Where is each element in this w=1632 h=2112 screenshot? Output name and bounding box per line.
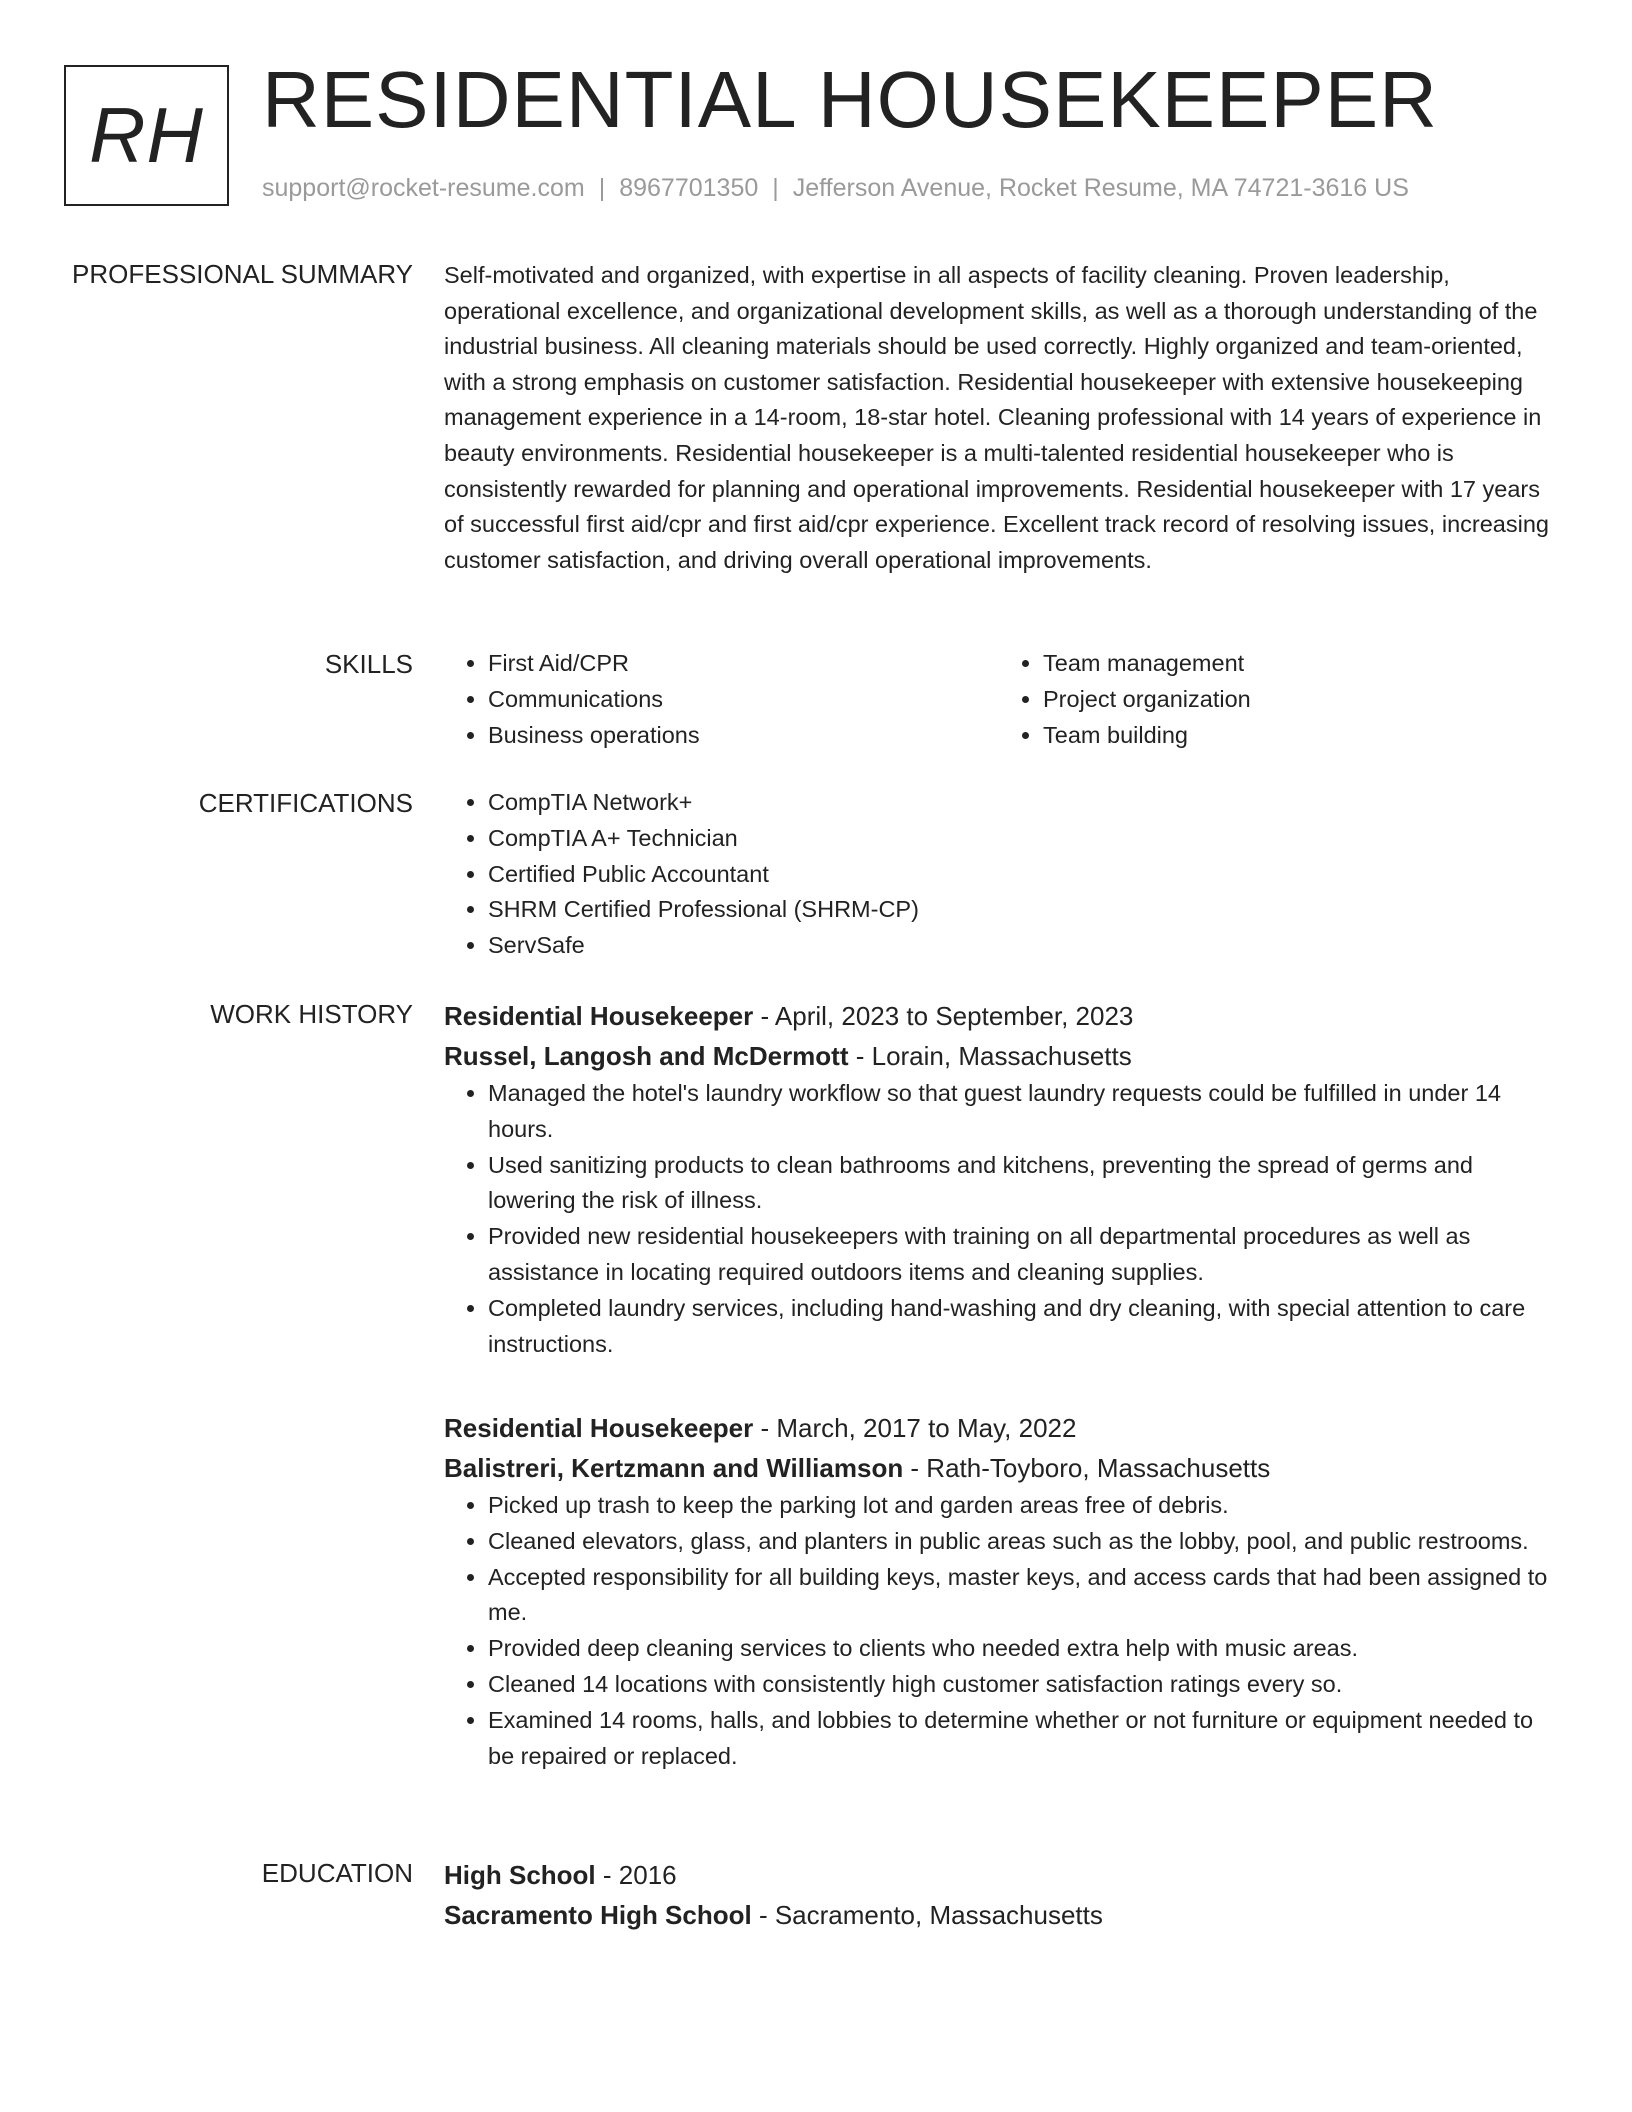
skills-list-right (999, 646, 1554, 753)
job-duty: • Used sanitizing products to clean bathrooms and kitchens, preventing the spread of germs and lowering the risk of illness. (488, 1148, 1554, 1220)
job-company-line (444, 1448, 1554, 1488)
job-title-line (444, 1408, 1554, 1448)
contact-line (262, 174, 1409, 203)
contact-separator: | (598, 174, 606, 202)
page-title: RESIDENTIAL HOUSEKEEPER (262, 55, 1438, 144)
education-location: - Sacramento, Massachusetts (751, 1900, 1103, 1930)
section-heading-work-history: WORK HISTORY (210, 999, 413, 1029)
education-school-line (444, 1895, 1554, 1935)
skills-list-left (444, 646, 999, 753)
certifications-list (444, 785, 1554, 964)
contact-email[interactable]: support@rocket-resume.com (262, 174, 585, 202)
job-location: - Rath-Toyboro, Massachusetts (903, 1453, 1271, 1483)
skill-item: • Team building (1043, 718, 1554, 754)
section-heading-summary: PROFESSIONAL SUMMARY (72, 259, 413, 289)
job-duty: • Managed the hotel's laundry workflow so that guest laundry requests could be fulfilled in under 14 hours. (488, 1076, 1554, 1148)
certification-item: • CompTIA A+ Technician (488, 821, 1554, 857)
skill-item: • Business operations (488, 718, 999, 754)
job-duty: • Picked up trash to keep the parking lot and garden areas free of debris. (488, 1488, 1554, 1524)
certification-item: • ServSafe (488, 928, 1554, 964)
summary-text: Self-motivated and organized, with expertise in all aspects of facility cleaning. Proven leadership, operational excellence, and organizational development skills, as well as a thorough understanding of the industrial business. All cleaning materials should be used correctly. Highly organized and team-oriented, with a strong emphasis on customer satisfaction. Residential housekeeper with extensive housekeeping management experience in a 14-room, 18-star hotel. Cleaning professional with 14 years of experience in beauty environments. Residential housekeeper is a multi-talented residential housekeeper who is consistently rewarded for planning and operational improvements. Residential housekeeper with 17 years of successful first aid/cpr and first aid/cpr experience. Excellent track record of resolving issues, increasing customer satisfaction, and driving overall operational improvements. (444, 262, 1549, 573)
job-location: - Lorain, Massachusetts (848, 1041, 1132, 1071)
certification-item: • SHRM Certified Professional (SHRM-CP) (488, 892, 1554, 928)
certification-item: • CompTIA Network+ (488, 785, 1554, 821)
job-duty: • Examined 14 rooms, halls, and lobbies to determine whether or not furniture or equipment needed to be repaired or replaced. (488, 1703, 1554, 1775)
job-company: Balistreri, Kertzmann and Williamson (444, 1453, 904, 1483)
job-duty: • Accepted responsibility for all building keys, master keys, and access cards that had been assigned to me. (488, 1560, 1554, 1632)
contact-phone[interactable]: 8967701350 (619, 174, 759, 202)
job-duties-list (444, 1488, 1554, 1774)
job-duty: • Provided deep cleaning services to clients who needed extra help with music areas. (488, 1631, 1554, 1667)
job-entry (444, 1408, 1554, 1774)
certification-item: • Certified Public Accountant (488, 857, 1554, 893)
skill-item: • Communications (488, 682, 999, 718)
job-duty: • Cleaned elevators, glass, and planters in public areas such as the lobby, pool, and public restrooms. (488, 1524, 1554, 1560)
section-heading-skills: SKILLS (324, 649, 413, 679)
job-duty: • Cleaned 14 locations with consistently high customer satisfaction ratings every so. (488, 1667, 1554, 1703)
education-year: - 2016 (595, 1860, 677, 1890)
skill-item: • Project organization (1043, 682, 1554, 718)
skill-item: • First Aid/CPR (488, 646, 999, 682)
job-entry (444, 996, 1554, 1362)
job-company-line (444, 1036, 1554, 1076)
contact-separator: | (772, 174, 779, 202)
section-heading-certifications: CERTIFICATIONS (198, 788, 413, 818)
job-duty: • Provided new residential housekeepers with training on all departmental procedures as well as assistance in locating required outdoors items and cleaning supplies. (488, 1219, 1554, 1291)
job-company: Russel, Langosh and McDermott (444, 1041, 849, 1071)
monogram-logo: RH (64, 65, 229, 206)
section-heading-education: EDUCATION (261, 1858, 413, 1888)
job-title: Residential Housekeeper (444, 1413, 754, 1443)
job-dates: - April, 2023 to September, 2023 (753, 1001, 1134, 1031)
skill-item: • Team management (1043, 646, 1554, 682)
education-school: Sacramento High School (444, 1900, 752, 1930)
job-title-line (444, 996, 1554, 1036)
education-degree: High School (444, 1860, 596, 1890)
contact-address: Jefferson Avenue, Rocket Resume, MA 74721-3616 US (792, 174, 1409, 202)
job-duties-list (444, 1076, 1554, 1362)
job-title: Residential Housekeeper (444, 1001, 754, 1031)
job-duty: • Completed laundry services, including hand-washing and dry cleaning, with special attention to care instructions. (488, 1291, 1554, 1363)
job-dates: - March, 2017 to May, 2022 (753, 1413, 1077, 1443)
education-degree-line (444, 1855, 1554, 1895)
